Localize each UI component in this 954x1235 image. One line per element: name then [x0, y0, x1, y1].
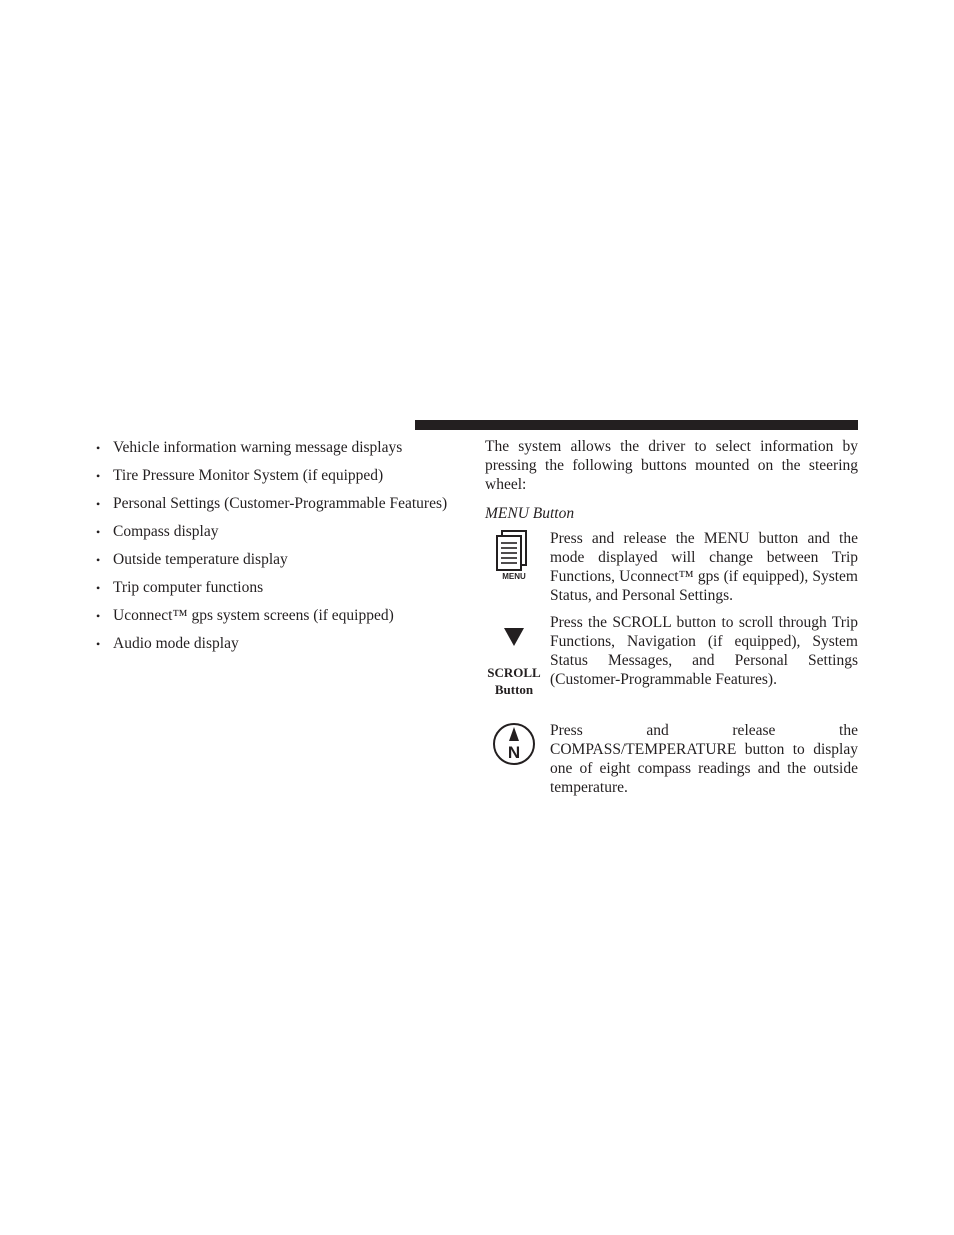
compass-icon-letter: N [507, 743, 521, 762]
bullet-icon: • [96, 441, 101, 455]
list-item-text: Vehicle information warning message displays [113, 439, 403, 456]
intro-paragraph: The system allows the driver to select information by pressing the following buttons mounted on the steering wheel: [485, 438, 858, 493]
menu-button-description: Press and release the MENU button and the mode displayed will change between Trip Functions, Uconnect™ gps (if equipped), System Status, and Personal Settings. [550, 530, 858, 604]
list-item-text: Audio mode display [113, 635, 239, 652]
bullet-icon: • [96, 609, 101, 623]
list-item [96, 549, 476, 577]
scroll-button-description: Press the SCROLL button to scroll through Trip Functions, Navigation (if equipped), System Status Messages, and Personal Settings (Customer-Programmable Features). [550, 614, 858, 688]
list-item-text: Trip computer functions [113, 579, 264, 596]
list-item [96, 465, 476, 493]
bullet-icon: • [96, 581, 101, 595]
feature-list [96, 437, 476, 661]
list-item [96, 437, 476, 465]
list-item-text: Uconnect™ gps system screens (if equipped) [113, 607, 394, 624]
bullet-icon: • [96, 469, 101, 483]
scroll-button-entry [485, 613, 858, 721]
menu-button-entry [485, 529, 858, 613]
list-item-text: Outside temperature display [113, 551, 288, 568]
menu-button-heading: MENU Button [485, 505, 575, 522]
bullet-icon: • [96, 553, 101, 567]
list-item [96, 521, 476, 549]
menu-icon-label: MENU [502, 572, 526, 581]
list-item [96, 577, 476, 605]
list-item-text: Tire Pressure Monitor System (if equipped) [113, 467, 384, 484]
scroll-button-icon-cell [485, 613, 543, 698]
bullet-icon: • [96, 525, 101, 539]
list-item [96, 633, 476, 661]
scroll-button-label-suffix: Button [494, 682, 534, 697]
scroll-button-label: SCROLL [487, 665, 541, 680]
bullet-icon: • [96, 637, 101, 651]
list-item-text: Personal Settings (Customer-Programmable Features) [113, 495, 448, 512]
bullet-icon: • [96, 497, 101, 511]
menu-button-icon-cell [485, 529, 543, 588]
scroll-down-triangle-icon [499, 613, 529, 664]
section-header-bar [415, 420, 858, 430]
compass-button-icon-cell [485, 721, 543, 772]
menu-icon [492, 529, 536, 588]
list-item [96, 605, 476, 633]
compass-button-description: Press and release the COMPASS/TEMPERATURE button to display one of eight compass readings and the outside temperature. [550, 722, 858, 796]
list-item-text: Compass display [113, 523, 219, 540]
compass-button-entry [485, 721, 858, 801]
list-item [96, 493, 476, 521]
compass-icon [491, 721, 537, 772]
feature-list-column [96, 437, 476, 661]
buttons-description-column [485, 437, 858, 801]
